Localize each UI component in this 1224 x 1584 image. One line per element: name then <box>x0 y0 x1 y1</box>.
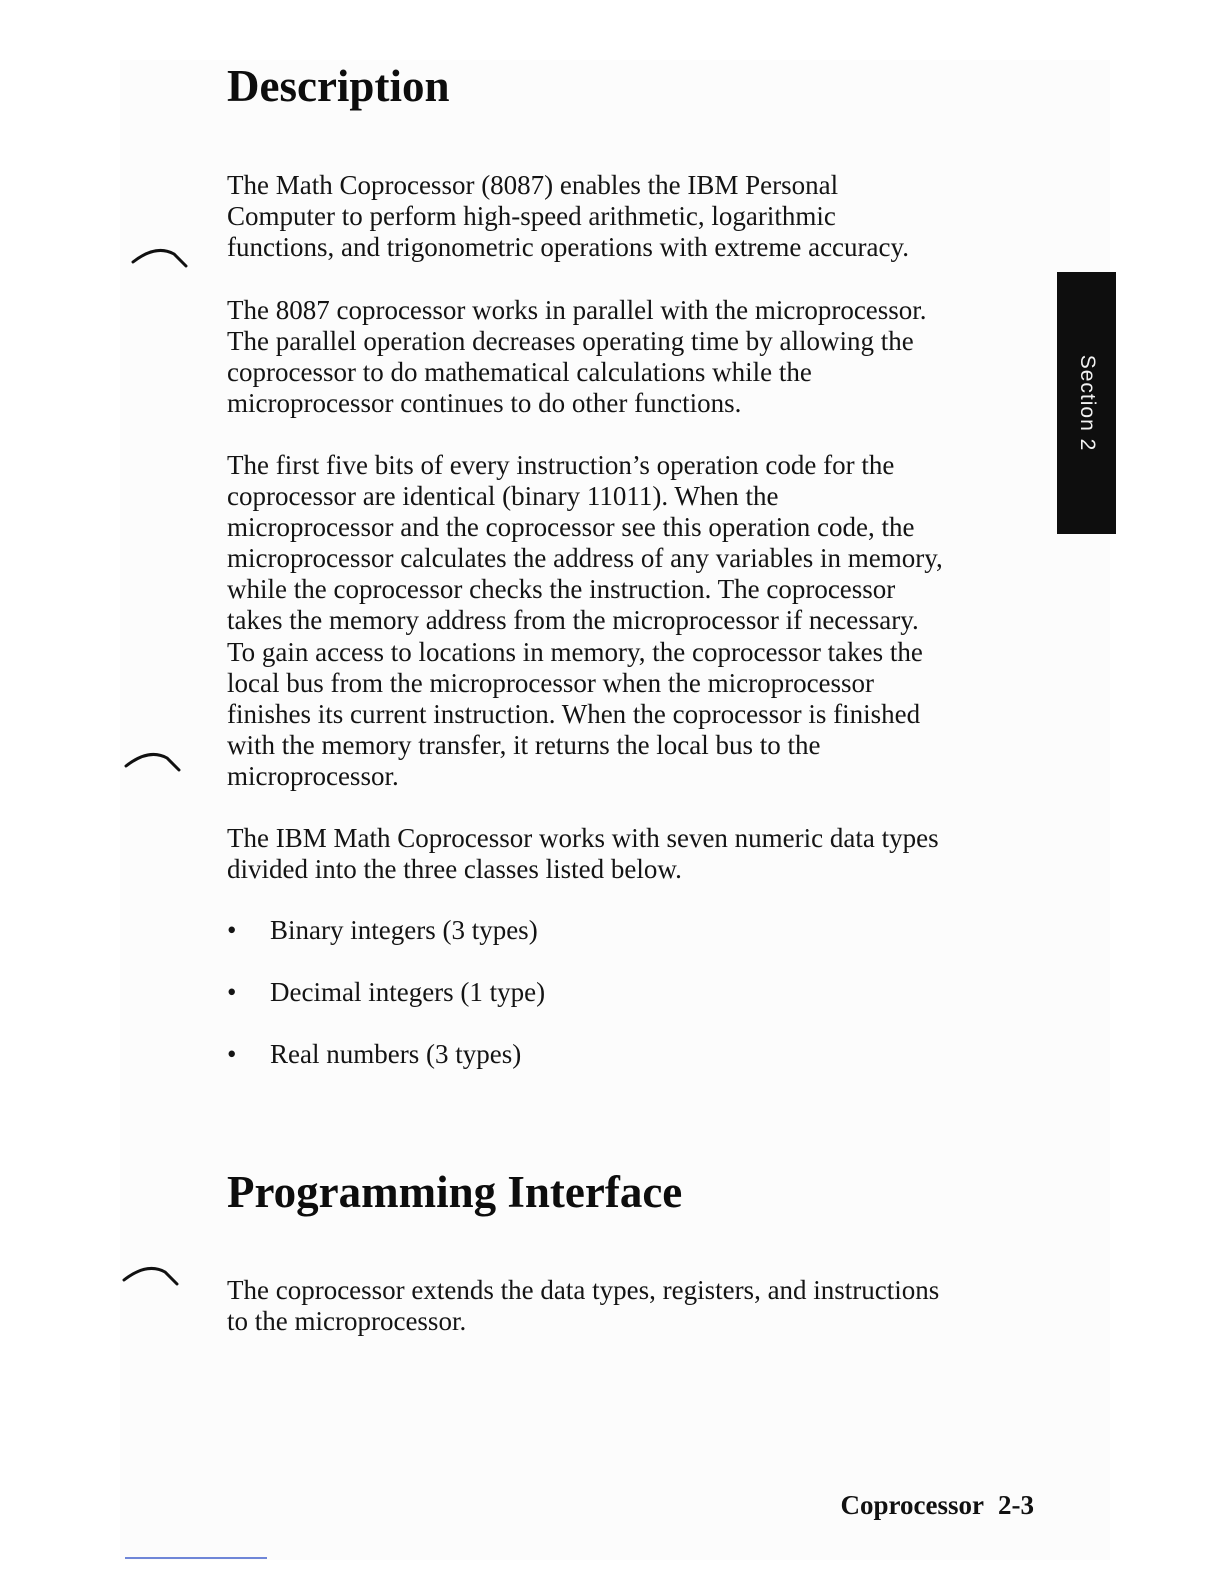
text-line: The Math Coprocessor (8087) enables the IBM Personal <box>227 170 839 200</box>
text-line: The coprocessor extends the data types, registers, and instructions <box>227 1275 940 1305</box>
text-line: takes the memory address from the microprocessor if necessary. <box>227 605 919 636</box>
binder-hole-mark-icon <box>119 1256 179 1286</box>
text-line: To gain access to locations in memory, the coprocessor takes the <box>227 636 923 667</box>
description-heading: Description <box>227 61 450 111</box>
text-line: The parallel operation decreases operating time by allowing the <box>227 326 914 357</box>
text-line: The 8087 coprocessor works in parallel with the microprocessor. <box>227 295 927 325</box>
text-line: while the coprocessor checks the instruction. The coprocessor <box>227 574 896 605</box>
text-line: The IBM Math Coprocessor works with seven numeric data types <box>227 823 939 853</box>
text-line: functions, and trigonometric operations with extreme accuracy. <box>227 232 910 263</box>
programming-interface-heading: Programming Interface <box>227 1167 683 1217</box>
bottom-rule <box>125 1557 267 1559</box>
text-line: Computer to perform high-speed arithmetic, logarithmic <box>227 201 836 232</box>
paragraph-programming-interface <box>227 1275 939 1337</box>
text-line: microprocessor. <box>227 760 399 791</box>
list-item-text: Decimal integers (1 type) <box>270 977 546 1007</box>
footer-title: Coprocessor <box>840 1490 984 1520</box>
paragraph-opcode <box>227 450 943 792</box>
page-number: 2-3 <box>998 1490 1034 1520</box>
list-item-text: Real numbers (3 types) <box>270 1039 522 1069</box>
text-line: microprocessor calculates the address of any variables in memory, <box>227 543 943 574</box>
section-tab-label: Section 2 <box>1075 354 1099 452</box>
section-tab <box>1057 272 1116 534</box>
text-line: coprocessor are identical (binary 11011). When the <box>227 481 779 512</box>
binder-hole-mark-icon <box>121 742 181 772</box>
paragraph-parallel <box>227 295 927 419</box>
paragraph-intro <box>227 170 909 263</box>
text-line: finishes its current instruction. When the coprocessor is finished <box>227 698 921 729</box>
text-line: with the memory transfer, it returns the local bus to the <box>227 729 821 760</box>
bullet-icon: • <box>227 915 237 945</box>
bullet-icon: • <box>227 977 237 1007</box>
binder-hole-mark-icon <box>128 238 188 268</box>
text-line: The first five bits of every instruction’s operation code for the <box>227 450 895 480</box>
paragraph-data-types <box>227 823 939 885</box>
bullet-icon: • <box>227 1039 237 1069</box>
text-line: microprocessor continues to do other functions. <box>227 388 742 419</box>
text-line: microprocessor and the coprocessor see this operation code, the <box>227 512 915 543</box>
text-line: local bus from the microprocessor when the microprocessor <box>227 667 875 698</box>
text-line: coprocessor to do mathematical calculations while the <box>227 357 812 388</box>
list-item-text: Binary integers (3 types) <box>270 915 538 945</box>
text-line: divided into the three classes listed below. <box>227 854 682 885</box>
text-line: to the microprocessor. <box>227 1306 467 1337</box>
page-footer <box>841 1490 1034 1521</box>
